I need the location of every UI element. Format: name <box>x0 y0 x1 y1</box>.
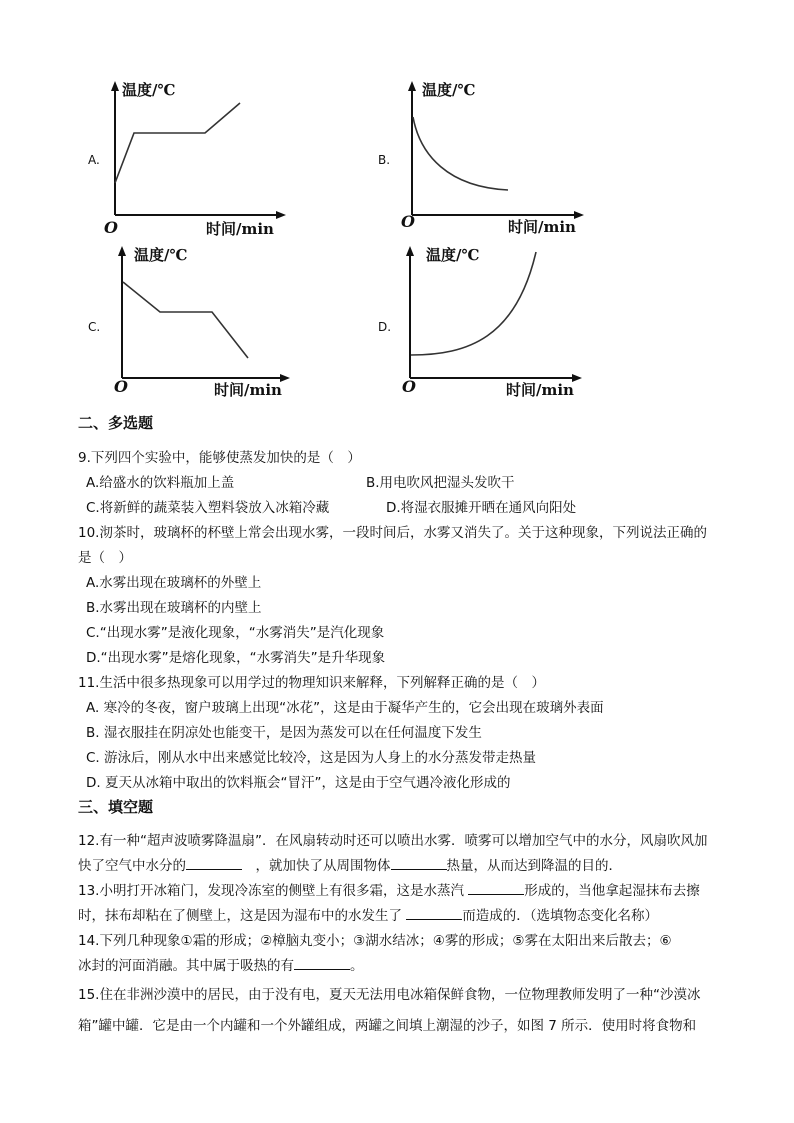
q12-blank-1[interactable] <box>186 855 242 870</box>
q13-text-d: 而造成的．（选填物态变化名称） <box>462 908 659 924</box>
q13-blank-1[interactable] <box>468 880 524 895</box>
q12-line2 <box>78 854 622 874</box>
y-axis-label: 温度/℃ <box>426 246 480 264</box>
q11-stem: 11.生活中很多热现象可以用学过的物理知识来解释，下列解释正确的是（ ） <box>78 675 545 691</box>
q11-option-d: D. 夏天从冰箱中取出的饮料瓶会“冒汗”，这是由于空气遇冷液化形成的 <box>86 775 511 791</box>
q12-text-b: ，就加快了从周围物体 <box>242 858 391 874</box>
q12-text-a: 快了空气中水分的 <box>78 858 186 874</box>
section-heading-multiple-choice: 二、多选题 <box>78 414 154 432</box>
origin-label: O <box>114 377 128 396</box>
q12-blank-2[interactable] <box>391 855 447 870</box>
q11-option-a: A. 寒冷的冬夜，窗户玻璃上出现“冰花”，这是由于凝华产生的，它会出现在玻璃外表面 <box>86 700 604 716</box>
y-axis-arrow <box>111 81 119 91</box>
q14-text-a: 冰封的河面消融。其中属于吸热的有 <box>78 958 294 974</box>
graph-d <box>398 240 598 410</box>
graph-b-svg <box>398 75 598 245</box>
x-axis-label: 时间/min <box>214 381 282 399</box>
option-c-label: C. <box>88 320 101 334</box>
q10-option-a: A.水雾出现在玻璃杯的外壁上 <box>86 575 262 591</box>
origin-label: O <box>104 218 118 237</box>
curve-d <box>411 252 536 355</box>
q15-line1: 15.住在非洲沙漠中的居民，由于没有电，夏天无法用电冰箱保鲜食物，一位物理教师发明了一种“沙漠冰 <box>78 987 701 1003</box>
x-axis-arrow <box>276 211 286 219</box>
q9-stem: 9.下列四个实验中，能够使蒸发加快的是（ ） <box>78 450 361 466</box>
y-axis-label: 温度/℃ <box>422 81 476 99</box>
option-d-label: D. <box>378 320 392 334</box>
curve-b <box>413 117 508 190</box>
graph-d-svg <box>398 240 598 410</box>
x-axis-label: 时间/min <box>206 220 274 238</box>
section-heading-fill-in: 三、填空题 <box>78 798 154 816</box>
q13-text-b: 形成的，当他拿起湿抹布去擦 <box>524 883 700 899</box>
x-axis-label: 时间/min <box>506 381 574 399</box>
q9-option-c: C.将新鲜的蔬菜装入塑料袋放入冰箱冷藏 <box>86 500 330 516</box>
curve-c <box>123 282 248 358</box>
q9-option-d: D.将湿衣服摊开晒在通风向阳处 <box>386 500 577 516</box>
q13-text-a: 13.小明打开冰箱门，发现冷冻室的侧壁上有很多霜，这是水蒸汽 <box>78 883 469 899</box>
q14-line2 <box>78 954 364 974</box>
q10-option-b: B.水雾出现在玻璃杯的内壁上 <box>86 600 262 616</box>
q12-text-c: 热量，从而达到降温的目的． <box>446 858 622 874</box>
q11-option-b: B. 湿衣服挂在阴凉处也能变干，是因为蒸发可以在任何温度下发生 <box>86 725 482 741</box>
y-axis-label: 温度/℃ <box>122 81 176 99</box>
graph-c-svg <box>106 240 306 410</box>
q13-blank-2[interactable] <box>406 905 462 920</box>
y-axis-arrow <box>406 246 414 256</box>
q10-option-c: C.“出现水雾”是液化现象，“水雾消失”是汽化现象 <box>86 625 385 641</box>
graph-b <box>398 75 598 245</box>
option-b-label: B. <box>378 153 391 167</box>
graph-c <box>106 240 306 410</box>
q14-line1: 14.下列几种现象①霜的形成；②樟脑丸变小；③湖水结冰；④雾的形成；⑤雾在太阳出来后散去；⑥ <box>78 933 672 949</box>
q15-line2: 箱”罐中罐．它是由一个内罐和一个外罐组成，两罐之间填上潮湿的沙子，如图 7 所示．使用时将食物和 <box>78 1018 697 1034</box>
q14-text-b: 。 <box>350 958 364 974</box>
q10-stem-line1: 10.沏茶时，玻璃杯的杯壁上常会出现水雾，一段时间后，水雾又消失了。关于这种现象，下列说法正确的 <box>78 525 707 541</box>
option-a-label: A. <box>88 153 100 167</box>
q14-blank[interactable] <box>294 955 350 970</box>
graph-a <box>100 75 300 245</box>
q13-line1 <box>78 879 700 899</box>
origin-label: O <box>401 212 415 231</box>
graph-a-svg <box>100 75 300 245</box>
q10-option-d: D.“出现水雾”是熔化现象，“水雾消失”是升华现象 <box>86 650 386 666</box>
q12-line1: 12.有一种“超声波喷雾降温扇”．在风扇转动时还可以喷出水雾．喷雾可以增加空气中的水分，风扇吹风加 <box>78 833 708 849</box>
y-axis-label: 温度/℃ <box>134 246 188 264</box>
q9-option-a: A.给盛水的饮料瓶加上盖 <box>86 475 235 491</box>
q13-text-c: 时，抹布却粘在了侧壁上，这是因为湿布中的水发生了 <box>78 908 407 924</box>
q10-stem-line2: 是（ ） <box>78 550 132 566</box>
q11-option-c: C. 游泳后，刚从水中出来感觉比较冷，这是因为人身上的水分蒸发带走热量 <box>86 750 537 766</box>
origin-label: O <box>402 377 416 396</box>
q13-line2 <box>78 904 658 924</box>
y-axis-arrow <box>408 81 416 91</box>
x-axis-label: 时间/min <box>508 218 576 236</box>
curve-a <box>115 103 240 183</box>
y-axis-arrow <box>118 246 126 256</box>
q9-option-b: B.用电吹风把湿头发吹干 <box>366 475 515 491</box>
